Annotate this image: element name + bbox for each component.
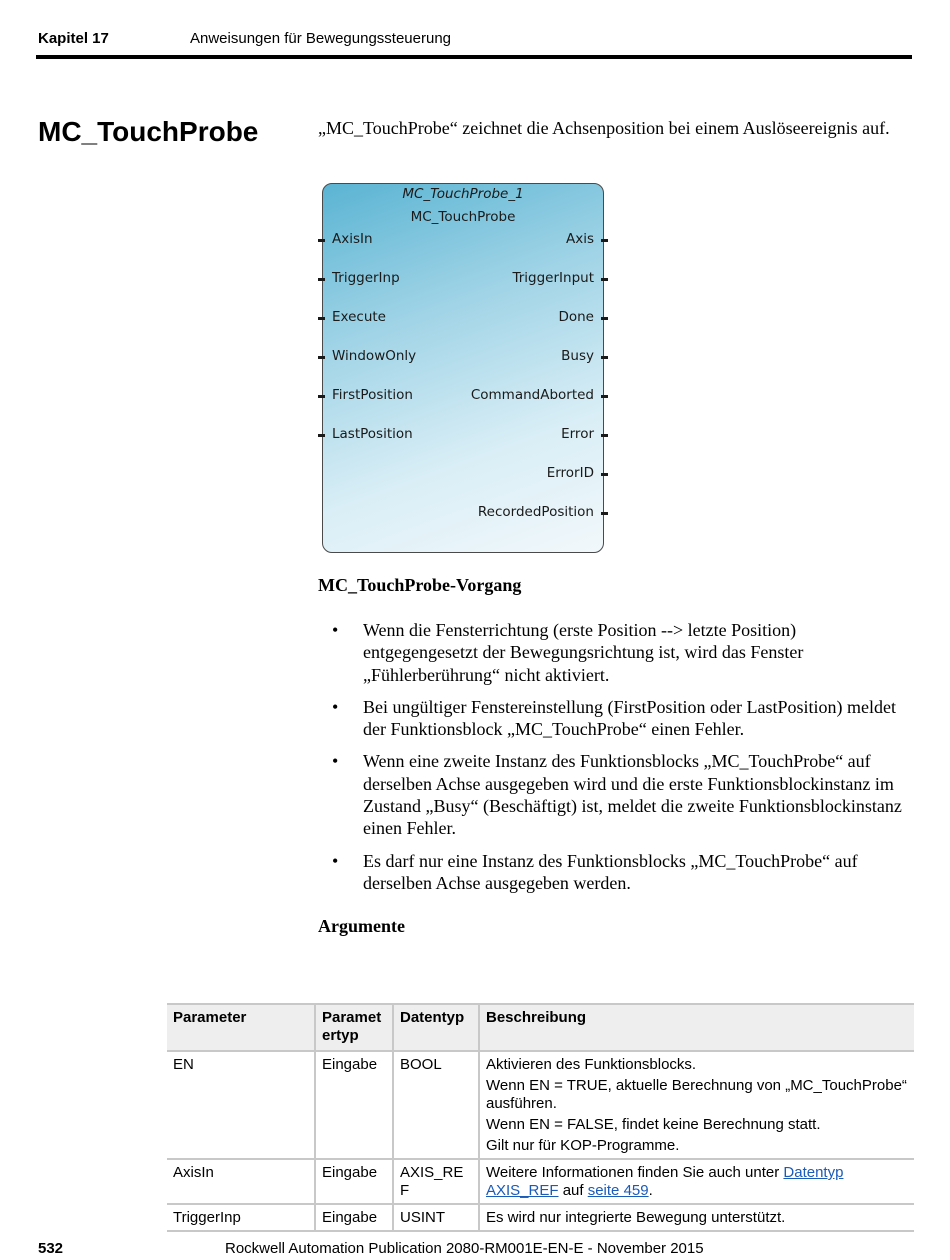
fb-input-triggerinp: TriggerInp [332, 270, 400, 286]
col-header-parameter: Parameter [167, 1004, 315, 1051]
link-datentyp-axis-ref[interactable]: Datentyp AXIS_REF [486, 1164, 844, 1199]
fb-output-commandaborted: CommandAborted [470, 387, 594, 403]
operation-heading: MC_TouchProbe-Vorgang [318, 575, 522, 595]
description-text: Weitere Informationen finden Sie auch unter [486, 1164, 784, 1181]
fb-output-error: Error [561, 426, 594, 442]
cell-parameter: AxisIn [167, 1159, 315, 1204]
fb-type-name: MC_TouchProbe [410, 209, 516, 225]
table-row [167, 1204, 914, 1231]
function-block-diagram [322, 183, 604, 553]
fb-input-execute: Execute [332, 309, 386, 325]
page-header [38, 30, 912, 54]
cell-parametertyp: Eingabe [315, 1159, 393, 1204]
cell-parametertyp: Eingabe [315, 1051, 393, 1159]
cell-datentyp: AXIS_REF [393, 1159, 479, 1204]
col-header-parametertyp: Parametertyp [315, 1004, 393, 1051]
cell-beschreibung [479, 1159, 914, 1204]
arguments-heading: Argumente [318, 916, 405, 936]
fb-output-axis: Axis [565, 231, 594, 247]
bullet-item: • Es darf nur eine Instanz des Funktionsblocks „MC_TouchProbe“ auf derselben Achse ausgegeben werden. [332, 850, 912, 895]
operation-bullet-list [332, 619, 912, 904]
intro-paragraph: „MC_TouchProbe“ zeichnet die Achsenposition bei einem Auslöseereignis auf. [318, 118, 890, 138]
page-number: 532 [38, 1240, 64, 1257]
cell-beschreibung [479, 1051, 914, 1159]
col-header-beschreibung: Beschreibung [479, 1004, 914, 1051]
cell-parametertyp: Eingabe [315, 1204, 393, 1231]
fb-input-windowonly: WindowOnly [332, 348, 417, 364]
section-label: Anweisungen für Bewegungssteuerung [190, 30, 452, 47]
description-line: Wenn EN = FALSE, findet keine Berechnung statt. [486, 1116, 821, 1133]
fb-output-triggerinput: TriggerInput [512, 270, 594, 286]
cell-datentyp: USINT [393, 1204, 479, 1231]
arguments-table [167, 1003, 914, 1232]
fb-output-errorid: ErrorID [546, 465, 594, 481]
description-line: Wenn EN = TRUE, aktuelle Berechnung von „MC_TouchProbe“ ausführen. [486, 1077, 907, 1112]
header-rule [36, 55, 912, 59]
fb-input-lastposition: LastPosition [332, 426, 413, 442]
fb-output-done: Done [558, 309, 594, 325]
cell-beschreibung: Es wird nur integrierte Bewegung unterstützt. [479, 1204, 914, 1231]
bullet-item: • Bei ungültiger Fenstereinstellung (FirstPosition oder LastPosition) meldet der Funktionsblock „MC_TouchProbe“ einen Fehler. [332, 696, 912, 741]
fb-instance-name: MC_TouchProbe_1 [402, 186, 524, 202]
cell-datentyp: BOOL [393, 1051, 479, 1159]
bullet-item: • Wenn eine zweite Instanz des Funktionsblocks „MC_TouchProbe“ auf derselben Achse ausgegeben wird und die erste Funktionsblockinstanz im Zustand „Busy“ (Beschäftigt) ist, meldet die zweite Funktionsblockinstanz einen Fehler. [332, 750, 912, 839]
table-row [167, 1051, 914, 1159]
table-row [167, 1159, 914, 1204]
link-page-reference[interactable]: seite 459 [587, 1182, 649, 1199]
description-text: auf [558, 1182, 588, 1199]
page-title: MC_TouchProbe [38, 116, 259, 147]
description-text: . [648, 1182, 653, 1199]
chapter-label: Kapitel 17 [38, 30, 109, 47]
cell-parameter: TriggerInp [167, 1204, 315, 1231]
col-header-datentyp: Datentyp [393, 1004, 479, 1051]
description-line: Aktivieren des Funktionsblocks. [486, 1056, 697, 1073]
cell-parameter: EN [167, 1051, 315, 1159]
table-header-row [167, 1004, 914, 1051]
fb-output-recordedposition: RecordedPosition [477, 504, 594, 520]
fb-output-busy: Busy [561, 348, 594, 364]
fb-input-firstposition: FirstPosition [332, 387, 413, 403]
bullet-item: • Wenn die Fensterrichtung (erste Position --> letzte Position) entgegengesetzt der Bewegungsrichtung ist, wird das Fenster „Fühlerberührung“ nicht aktiviert. [332, 619, 912, 686]
description-line: Gilt nur für KOP-Programme. [486, 1137, 680, 1154]
fb-input-axisin: AxisIn [332, 231, 373, 247]
publication-info: Rockwell Automation Publication 2080-RM001E-EN-E - November 2015 [225, 1240, 704, 1257]
